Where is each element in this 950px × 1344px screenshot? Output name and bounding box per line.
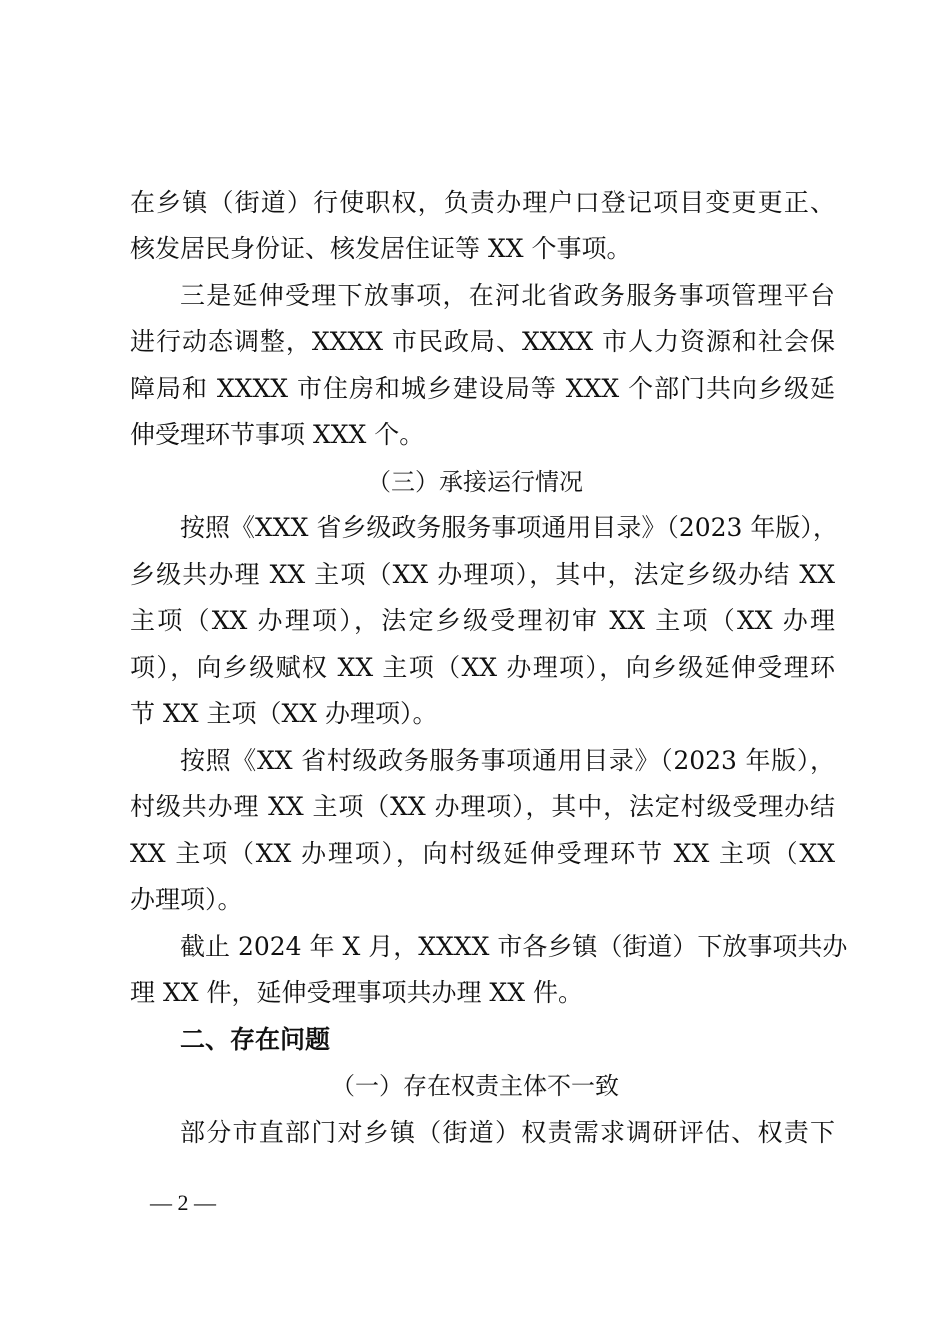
- paragraph-line: 按照《XX 省村级政务服务事项通用目录》（2023 年版），: [180, 746, 835, 775]
- paragraph-line: 核发居民身份证、核发居住证等 XX 个事项。: [130, 234, 632, 263]
- paragraph-line: 三是延伸受理下放事项，在河北省政务服务事项管理平台: [180, 281, 835, 310]
- paragraph-line: 部分市直部门对乡镇（街道）权责需求调研评估、权责下: [180, 1118, 835, 1147]
- subsection-heading: （一）存在权责主体不一致: [331, 1072, 619, 1100]
- paragraph-line: 主项（XX 办理项），法定乡级受理初审 XX 主项（XX 办理: [130, 606, 835, 635]
- subsection-heading: （三）承接运行情况: [367, 468, 583, 496]
- paragraph-line: 障局和 XXXX 市住房和城乡建设局等 XXX 个部门共向乡级延: [130, 374, 835, 403]
- paragraph-line: XX 主项（XX 办理项），向村级延伸受理环节 XX 主项（XX: [130, 839, 835, 868]
- paragraph-line: 项），向乡级赋权 XX 主项（XX 办理项），向乡级延伸受理环: [130, 653, 835, 682]
- paragraph-line: 进行动态调整，XXXX 市民政局、XXXX 市人力资源和社会保: [130, 327, 835, 356]
- paragraph-line: 按照《XXX 省乡级政务服务事项通用目录》（2023 年版），: [180, 513, 838, 542]
- paragraph-line: 乡级共办理 XX 主项（XX 办理项），其中，法定乡级办结 XX: [130, 560, 835, 589]
- page-number: — 2 —: [150, 1190, 216, 1215]
- paragraph-line: 在乡镇（街道）行使职权，负责办理户口登记项目变更更正、: [130, 188, 835, 217]
- paragraph-line: 伸受理环节事项 XXX 个。: [130, 420, 425, 449]
- paragraph-line: 理 XX 件，延伸受理事项共办理 XX 件。: [130, 978, 583, 1007]
- paragraph-line: 办理项）。: [130, 885, 243, 914]
- paragraph-line: 村级共办理 XX 主项（XX 办理项），其中，法定村级受理办结: [130, 792, 835, 821]
- paragraph-line: 截止 2024 年 X 月，XXXX 市各乡镇（街道）下放事项共办: [180, 932, 848, 961]
- paragraph-line: 节 XX 主项（XX 办理项）。: [130, 699, 438, 728]
- section-heading: 二、存在问题: [180, 1025, 331, 1054]
